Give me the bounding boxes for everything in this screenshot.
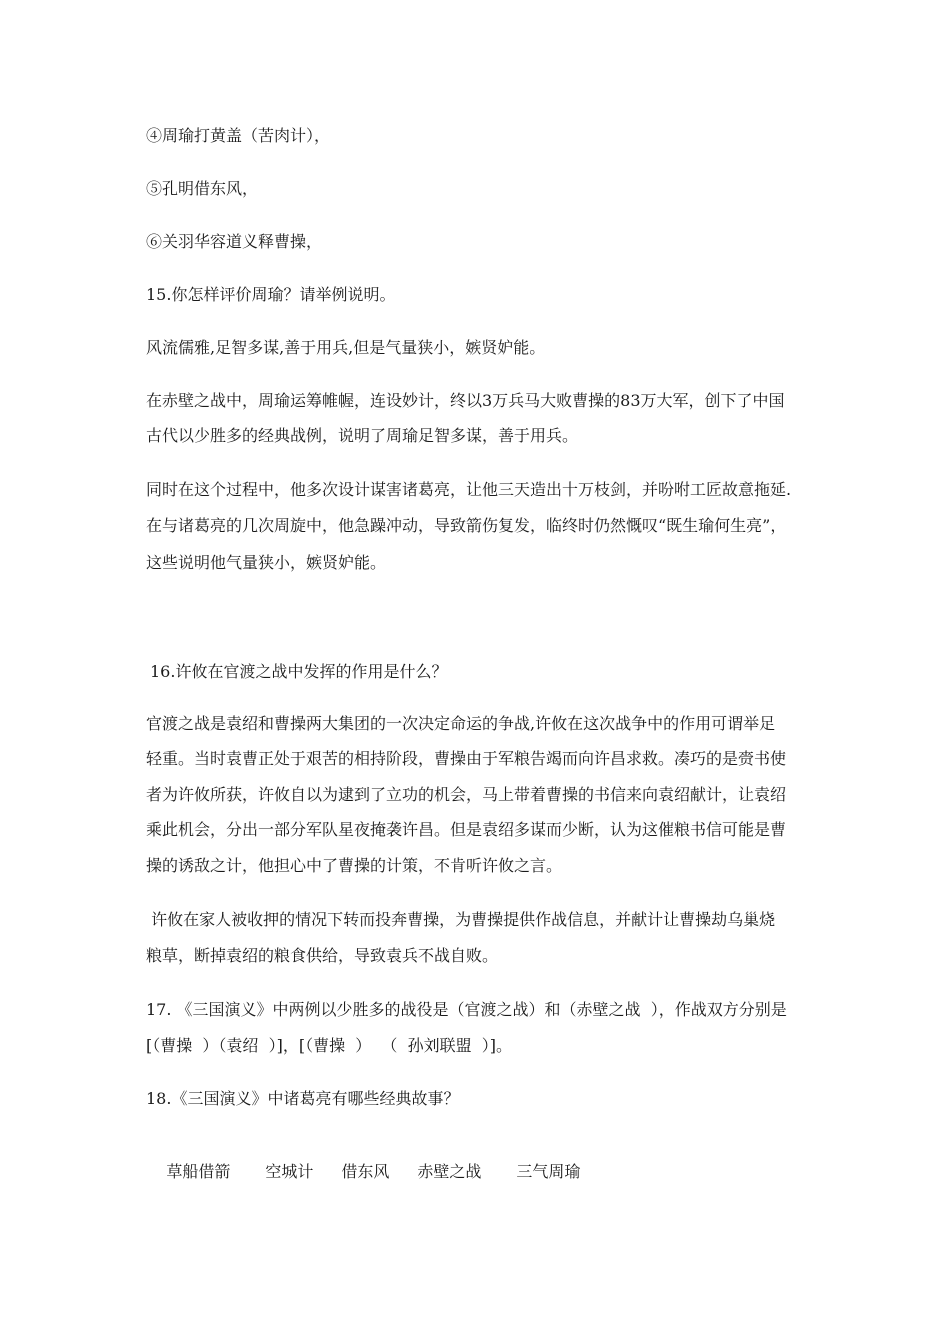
story-item: 赤壁之战 (417, 1162, 482, 1181)
answer-15-p2-line1: 同时在这个过程中，他多次设计谋害诸葛亮，让他三天造出十万枝剑，并吩咐工匠故意拖延. (146, 480, 792, 499)
answer-16-p2-line2: 粮草，断掉袁绍的粮食供给，导致袁兵不战自败。 (146, 946, 499, 965)
answer-16-p1-line4: 乘此机会，分出一部分军队星夜掩袭许昌。但是袁绍多谋而少断，认为这催粮书信可能是曹 (146, 820, 787, 839)
question-18: 18.《三国演义》中诸葛亮有哪些经典故事？ (146, 1089, 460, 1108)
answer-15-p1-line2: 古代以少胜多的经典战例，说明了周瑜足智多谋，善于用兵。 (146, 426, 579, 445)
story-list (146, 1142, 580, 1202)
list-item-4: ④周瑜打黄盖（苦肉计）， (146, 126, 331, 145)
answer-15-summary: 风流儒雅,足智多谋,善于用兵,但是气量狭小，嫉贤妒能。 (146, 338, 546, 357)
list-item-5: ⑤孔明借东风， (146, 179, 259, 198)
answer-16-p2-line1: 许攸在家人被收押的情况下转而投奔曹操，为曹操提供作战信息，并献计让曹操劫乌巢烧 (146, 910, 776, 929)
question-16: 16.许攸在官渡之战中发挥的作用是什么？ (150, 662, 448, 681)
answer-16-p1-line5: 操的诱敌之计，他担心中了曹操的计策，不肯听许攸之言。 (146, 856, 563, 875)
answer-15-p1-line1: 在赤壁之战中，周瑜运筹帷幄，连设妙计，终以3万兵马大败曹操的83万大军，创下了中国 (146, 391, 785, 410)
story-item: 空城计 (265, 1162, 314, 1181)
story-item: 草船借箭 (166, 1162, 231, 1181)
story-item: 借东风 (341, 1162, 390, 1181)
answer-16-p1-line3: 者为许攸所获，许攸自以为逮到了立功的机会，马上带着曹操的书信来向袁绍献计，让袁绍 (146, 785, 787, 804)
question-17-line2: [（曹操 ）（袁绍 ）]，[（曹操 ） （ 孙刘联盟 ）]。 (146, 1036, 513, 1055)
answer-16-p1-line2: 轻重。当时袁曹正处于艰苦的相持阶段，曹操由于军粮告竭而向许昌求救。凑巧的是赍书使 (146, 749, 787, 768)
answer-15-p2-line3: 这些说明他气量狭小，嫉贤妒能。 (146, 553, 387, 572)
answer-16-p1-line1: 官渡之战是袁绍和曹操两大集团的一次决定命运的争战,许攸在这次战争中的作用可谓举足 (146, 714, 776, 733)
list-item-6: ⑥关羽华容道义释曹操， (146, 232, 323, 251)
story-item: 三气周瑜 (516, 1162, 581, 1181)
answer-15-p2-line2: 在与诸葛亮的几次周旋中，他急躁冲动，导致箭伤复发，临终时仍然慨叹“既生瑜何生亮”， (146, 516, 787, 535)
question-15: 15.你怎样评价周瑜？请举例说明。 (146, 285, 396, 304)
question-17-line1: 17. 《三国演义》中两例以少胜多的战役是（官渡之战）和（赤壁之战 ），作战双方分别是 (146, 1000, 787, 1019)
